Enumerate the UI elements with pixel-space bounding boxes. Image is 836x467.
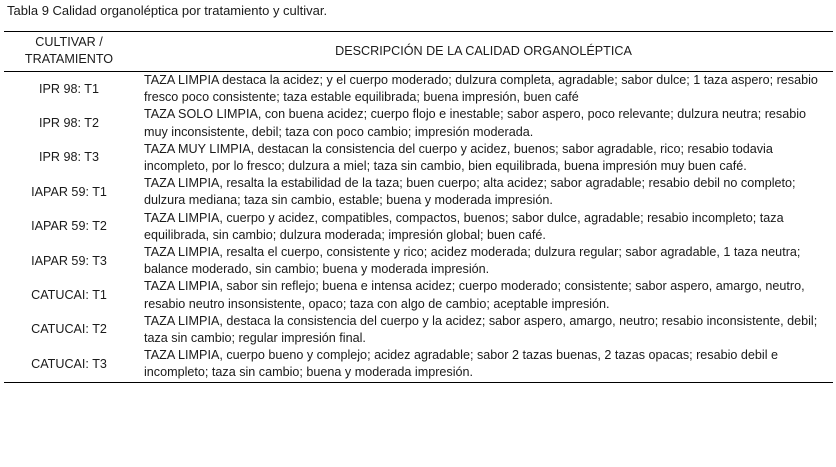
table-row — [4, 244, 833, 278]
cultivar-cell: CATUCAI: T2 — [31, 322, 107, 337]
description-cell: TAZA MUY LIMPIA, destacan la consistencia del cuerpo y acidez, buenos; sabor agradable, rico; resabio todavia incompleto, por lo fresco; dulzura a miel; taza sin cambio, bien equilibrada, buena impresión muy buen café. — [144, 141, 773, 174]
description-cell: TAZA LIMPIA, resalta la estabilidad de la taza; buen cuerpo; alta acidez; sabor agradable; resabio debil no completo; dulzura mediana; taza sin cambio, estable; buena y moderada impresión. — [144, 176, 796, 208]
cultivar-cell: IPR 98: T1 — [39, 81, 99, 96]
description-cell: TAZA LIMPIA, destaca la consistencia del cuerpo y la acidez; sabor aspero, amargo, neutro; resabio inconsistente, debil; taza sin cambio; regular impresión final. — [144, 313, 818, 346]
cultivar-cell: IAPAR 59: T2 — [31, 219, 107, 234]
table-header-row — [4, 32, 833, 72]
table-row — [4, 141, 833, 175]
table-row — [4, 210, 833, 244]
cultivar-cell: IPR 98: T2 — [39, 116, 99, 130]
header-cultivar-line2: TRATAMIENTO — [24, 52, 114, 66]
header-description: DESCRIPCIÓN DE LA CALIDAD ORGANOLÉPTICA — [335, 43, 632, 58]
table-row — [4, 175, 833, 209]
description-cell: TAZA LIMPIA, resalta el cuerpo, consistente y rico; acidez moderada; dulzura regular; sabor agradable, 1 taza neutra; balance moderado, sin cambio; buena y moderada impresión. — [144, 245, 801, 277]
cultivar-cell: CATUCAI: T3 — [31, 356, 107, 371]
table-row — [4, 106, 833, 140]
table-row — [4, 72, 833, 107]
organoleptic-quality-table — [4, 31, 833, 383]
table-row — [4, 313, 833, 347]
cultivar-cell: IAPAR 59: T1 — [31, 184, 107, 199]
cultivar-cell: CATUCAI: T1 — [31, 288, 107, 303]
description-cell: TAZA LIMPIA, sabor sin reflejo; buena e intensa acidez; cuerpo moderado; consistente; sabor aspero, amargo, neutro, resabio neutro insonsistente, opaco; taza con algo de cambio; aceptable impresión. — [144, 279, 805, 311]
cultivar-cell: IAPAR 59: T3 — [31, 253, 107, 268]
header-cultivar-treatment — [4, 32, 134, 72]
description-cell: TAZA SOLO LIMPIA, con buena acidez; cuerpo flojo e inestable; sabor aspero, poco relevante; dulzura neutra; resabio muy inconsistente, debil; taza con poco cambio; impresión moderada. — [144, 107, 807, 139]
table-row — [4, 278, 833, 312]
header-cultivar-line1: CULTIVAR / — [35, 35, 103, 49]
description-cell: TAZA LIMPIA, cuerpo bueno y complejo; acidez agradable; sabor 2 tazas buenas, 2 tazas opacas; resabio debil e incompleto; taza sin cambio; buena y moderada impresión. — [144, 348, 779, 380]
description-cell: TAZA LIMPIA, cuerpo y acidez, compatibles, compactos, buenos; sabor dulce, agradable; resabio incompleto; taza equilibrada, sin cambio; dulzura moderada; impresión global; buen café. — [144, 210, 784, 242]
cultivar-cell: IPR 98: T3 — [39, 150, 99, 165]
description-cell: TAZA LIMPIA destaca la acidez; y el cuerpo moderado; dulzura completa, agradable; sabor dulce; 1 taza aspero; resabio fresco poco consistente; taza estable equilibrada; buena impresión, buen café — [144, 73, 818, 105]
table-caption: Tabla 9 Calidad organoléptica por tratamiento y cultivar. — [7, 3, 328, 18]
table-row — [4, 347, 833, 382]
